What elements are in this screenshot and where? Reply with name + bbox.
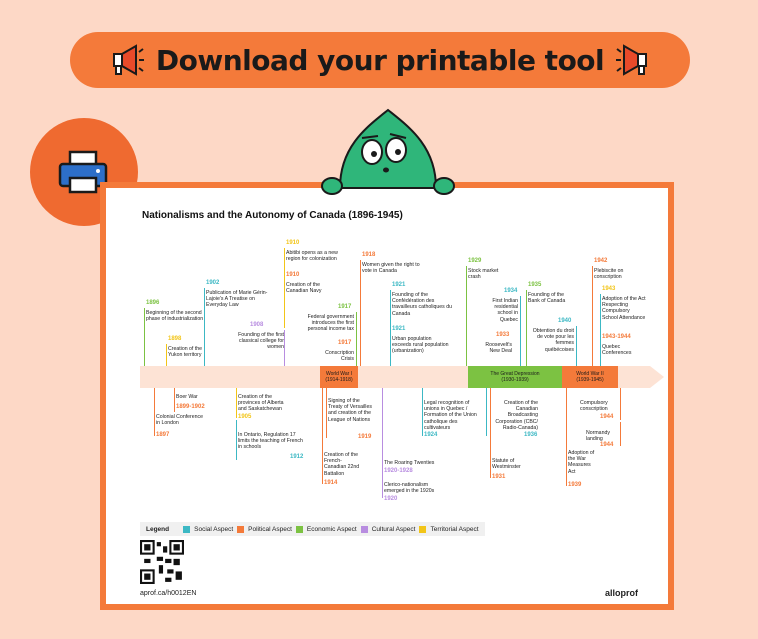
connector-line — [566, 388, 567, 486]
connector-line — [620, 422, 621, 446]
legend-item-cultural: Cultural Aspect — [371, 525, 416, 533]
connector-line — [236, 420, 237, 460]
connector-line — [322, 388, 323, 484]
event-year: 1908 — [250, 322, 264, 328]
event-year: 1897 — [156, 432, 170, 438]
connector-line — [284, 330, 285, 366]
event-year: 1920 — [384, 496, 398, 502]
event-year: 1914 — [324, 480, 338, 486]
era-label: The Great Depression — [490, 371, 540, 377]
download-printable-button[interactable] — [70, 32, 690, 88]
event-year: 1898 — [168, 336, 182, 342]
event-year: 1917 — [338, 304, 352, 310]
event-year: 1919 — [358, 434, 372, 440]
connector-line — [466, 266, 467, 366]
event-text: Publication of Marie Gérin-Lajoie's A Treatise on Everyday Law — [206, 290, 268, 309]
event-text: Boer War — [176, 394, 198, 400]
event-year: 1920-1928 — [384, 468, 413, 474]
connector-line — [154, 388, 155, 436]
era-years: (1914-1918) — [325, 377, 353, 383]
connector-line — [356, 312, 357, 366]
legend-swatch — [237, 526, 244, 533]
event-year: 1910 — [286, 272, 300, 278]
era-great-depression — [468, 366, 562, 388]
era-ww2 — [562, 366, 618, 388]
event-text: Clerico-nationalism emerged in the 1920s — [384, 482, 435, 495]
event-text: Quebec Conferences — [602, 344, 632, 357]
connector-line — [592, 266, 593, 366]
event-year: 1918 — [362, 252, 376, 258]
legend-item-economic: Economic Aspect — [306, 525, 357, 533]
event-year: 1917 — [338, 340, 352, 346]
event-year: 1929 — [468, 258, 482, 264]
connector-line — [576, 326, 577, 366]
event-year: 1940 — [558, 318, 572, 324]
connector-line — [204, 288, 205, 366]
era-label: World War I — [325, 371, 353, 377]
era-label: World War II — [576, 371, 604, 377]
event-text: Creation of the Canadian Broadcasting Corporation (CBC/ Radio-Canada) — [495, 400, 538, 431]
connector-line — [382, 388, 383, 498]
connector-line — [144, 308, 145, 366]
event-text: Creation of the Canadian Navy — [286, 282, 322, 295]
legend — [140, 522, 485, 536]
event-text: Creation of the French-Canadian 22nd Battalion — [324, 452, 360, 477]
event-year: 1896 — [146, 300, 160, 306]
event-text: Plebiscite on conscription — [594, 268, 624, 281]
event-text: Statute of Westminster — [492, 458, 521, 471]
event-text: Founding of the Confédération des travailleurs catholiques du Canada — [392, 292, 452, 317]
event-year: 1910 — [286, 240, 300, 246]
event-year: 1934 — [504, 288, 518, 294]
event-text: Women given the right to vote in Canada — [362, 262, 420, 275]
event-year: 1924 — [424, 432, 438, 438]
event-text: Founding of the first classical college for women — [238, 332, 284, 351]
event-year: 1912 — [290, 454, 304, 460]
connector-line — [360, 260, 361, 366]
poster-url[interactable]: aprof.ca/h0012EN — [140, 590, 197, 597]
event-year: 1921 — [392, 282, 406, 288]
event-text: Conscription Crisis — [325, 350, 354, 363]
banner-label: Download your printable tool — [155, 43, 605, 77]
connector-line — [166, 344, 167, 366]
connector-line — [326, 388, 327, 438]
connector-line — [284, 248, 285, 328]
event-text: Beginning of the second phase of industrialization — [146, 310, 204, 323]
event-text: Stock market crash — [468, 268, 499, 281]
legend-item-political: Political Aspect — [248, 525, 292, 533]
connector-line — [526, 290, 527, 366]
event-year: 1921 — [392, 326, 406, 332]
qr-code-icon — [140, 540, 184, 584]
event-text: Roosevelt's New Deal — [485, 342, 512, 355]
mascot-icon — [318, 106, 458, 196]
event-year: 1899-1902 — [176, 404, 205, 410]
event-text: The Roaring Twenties — [384, 460, 435, 466]
legend-title: Legend — [146, 525, 170, 533]
connector-line — [490, 388, 491, 478]
event-text: Obtention du droit de vote pour les femmes québécoises — [532, 328, 574, 353]
legend-swatch — [183, 526, 190, 533]
event-text: Urban population exceeds rural population (urbanization) — [392, 336, 449, 355]
event-year: 1933 — [496, 332, 510, 338]
connector-line — [236, 388, 237, 418]
event-year: 1943 — [602, 286, 616, 292]
connector-line — [520, 296, 521, 366]
legend-swatch — [361, 526, 368, 533]
brand-logo: alloprof — [605, 588, 638, 598]
event-year: 1902 — [206, 280, 220, 286]
event-text: Creation of the Yukon territory — [168, 346, 203, 359]
legend-swatch — [419, 526, 426, 533]
event-text: Federal government introduces the first personal income tax — [307, 314, 354, 333]
connector-line — [600, 294, 601, 366]
event-text: First Indian residential school in Quebec — [492, 298, 518, 323]
event-text: Adoption of the Act Respecting Compulsory School Attendance — [602, 296, 646, 321]
connector-line — [422, 388, 423, 436]
legend-swatch — [296, 526, 303, 533]
connector-line — [486, 388, 487, 436]
event-year: 1936 — [524, 432, 538, 438]
legend-item-territorial: Territorial Aspect — [430, 525, 479, 533]
event-year: 1944 — [600, 414, 614, 420]
connector-line — [174, 388, 175, 412]
event-text: Legal recognition of unions in Quebec / Formation of the Union catholique des cultivateurs — [424, 400, 477, 431]
event-text: Creation of the provinces of Alberta and Saskatchewan — [238, 394, 284, 413]
event-text: Founding of the Bank of Canada — [528, 292, 566, 305]
connector-line — [390, 290, 391, 366]
timeline-poster — [100, 182, 674, 610]
event-year: 1943-1944 — [602, 334, 631, 340]
megaphone-icon — [106, 40, 146, 80]
event-text: Compulsory conscription — [580, 400, 608, 413]
event-text: In Ontario, Regulation 17 limits the teaching of French in schools — [238, 432, 303, 451]
era-years: (1939-1945) — [576, 377, 604, 383]
event-text: Signing of the Treaty of Versailles and creation of the League of Nations — [328, 398, 372, 423]
event-text: Normandy landing — [586, 430, 610, 443]
legend-item-social: Social Aspect — [194, 525, 234, 533]
event-year: 1931 — [492, 474, 506, 480]
era-ww1 — [320, 366, 358, 388]
event-year: 1944 — [600, 442, 614, 448]
event-text: Colonial Conference in London — [156, 414, 204, 427]
connector-line — [620, 388, 621, 420]
event-year: 1942 — [594, 258, 608, 264]
event-year: 1939 — [568, 482, 582, 488]
era-years: (1930-1939) — [501, 377, 529, 383]
event-year: 1935 — [528, 282, 542, 288]
timeline-arrowhead — [650, 366, 664, 388]
event-text: Adoption of the War Measures Act — [568, 450, 595, 475]
poster-title: Nationalisms and the Autonomy of Canada (1896-1945) — [142, 210, 403, 221]
event-year: 1905 — [238, 414, 252, 420]
event-text: Abitibi opens as a new region for colonization — [286, 250, 338, 263]
megaphone-icon — [614, 40, 654, 80]
